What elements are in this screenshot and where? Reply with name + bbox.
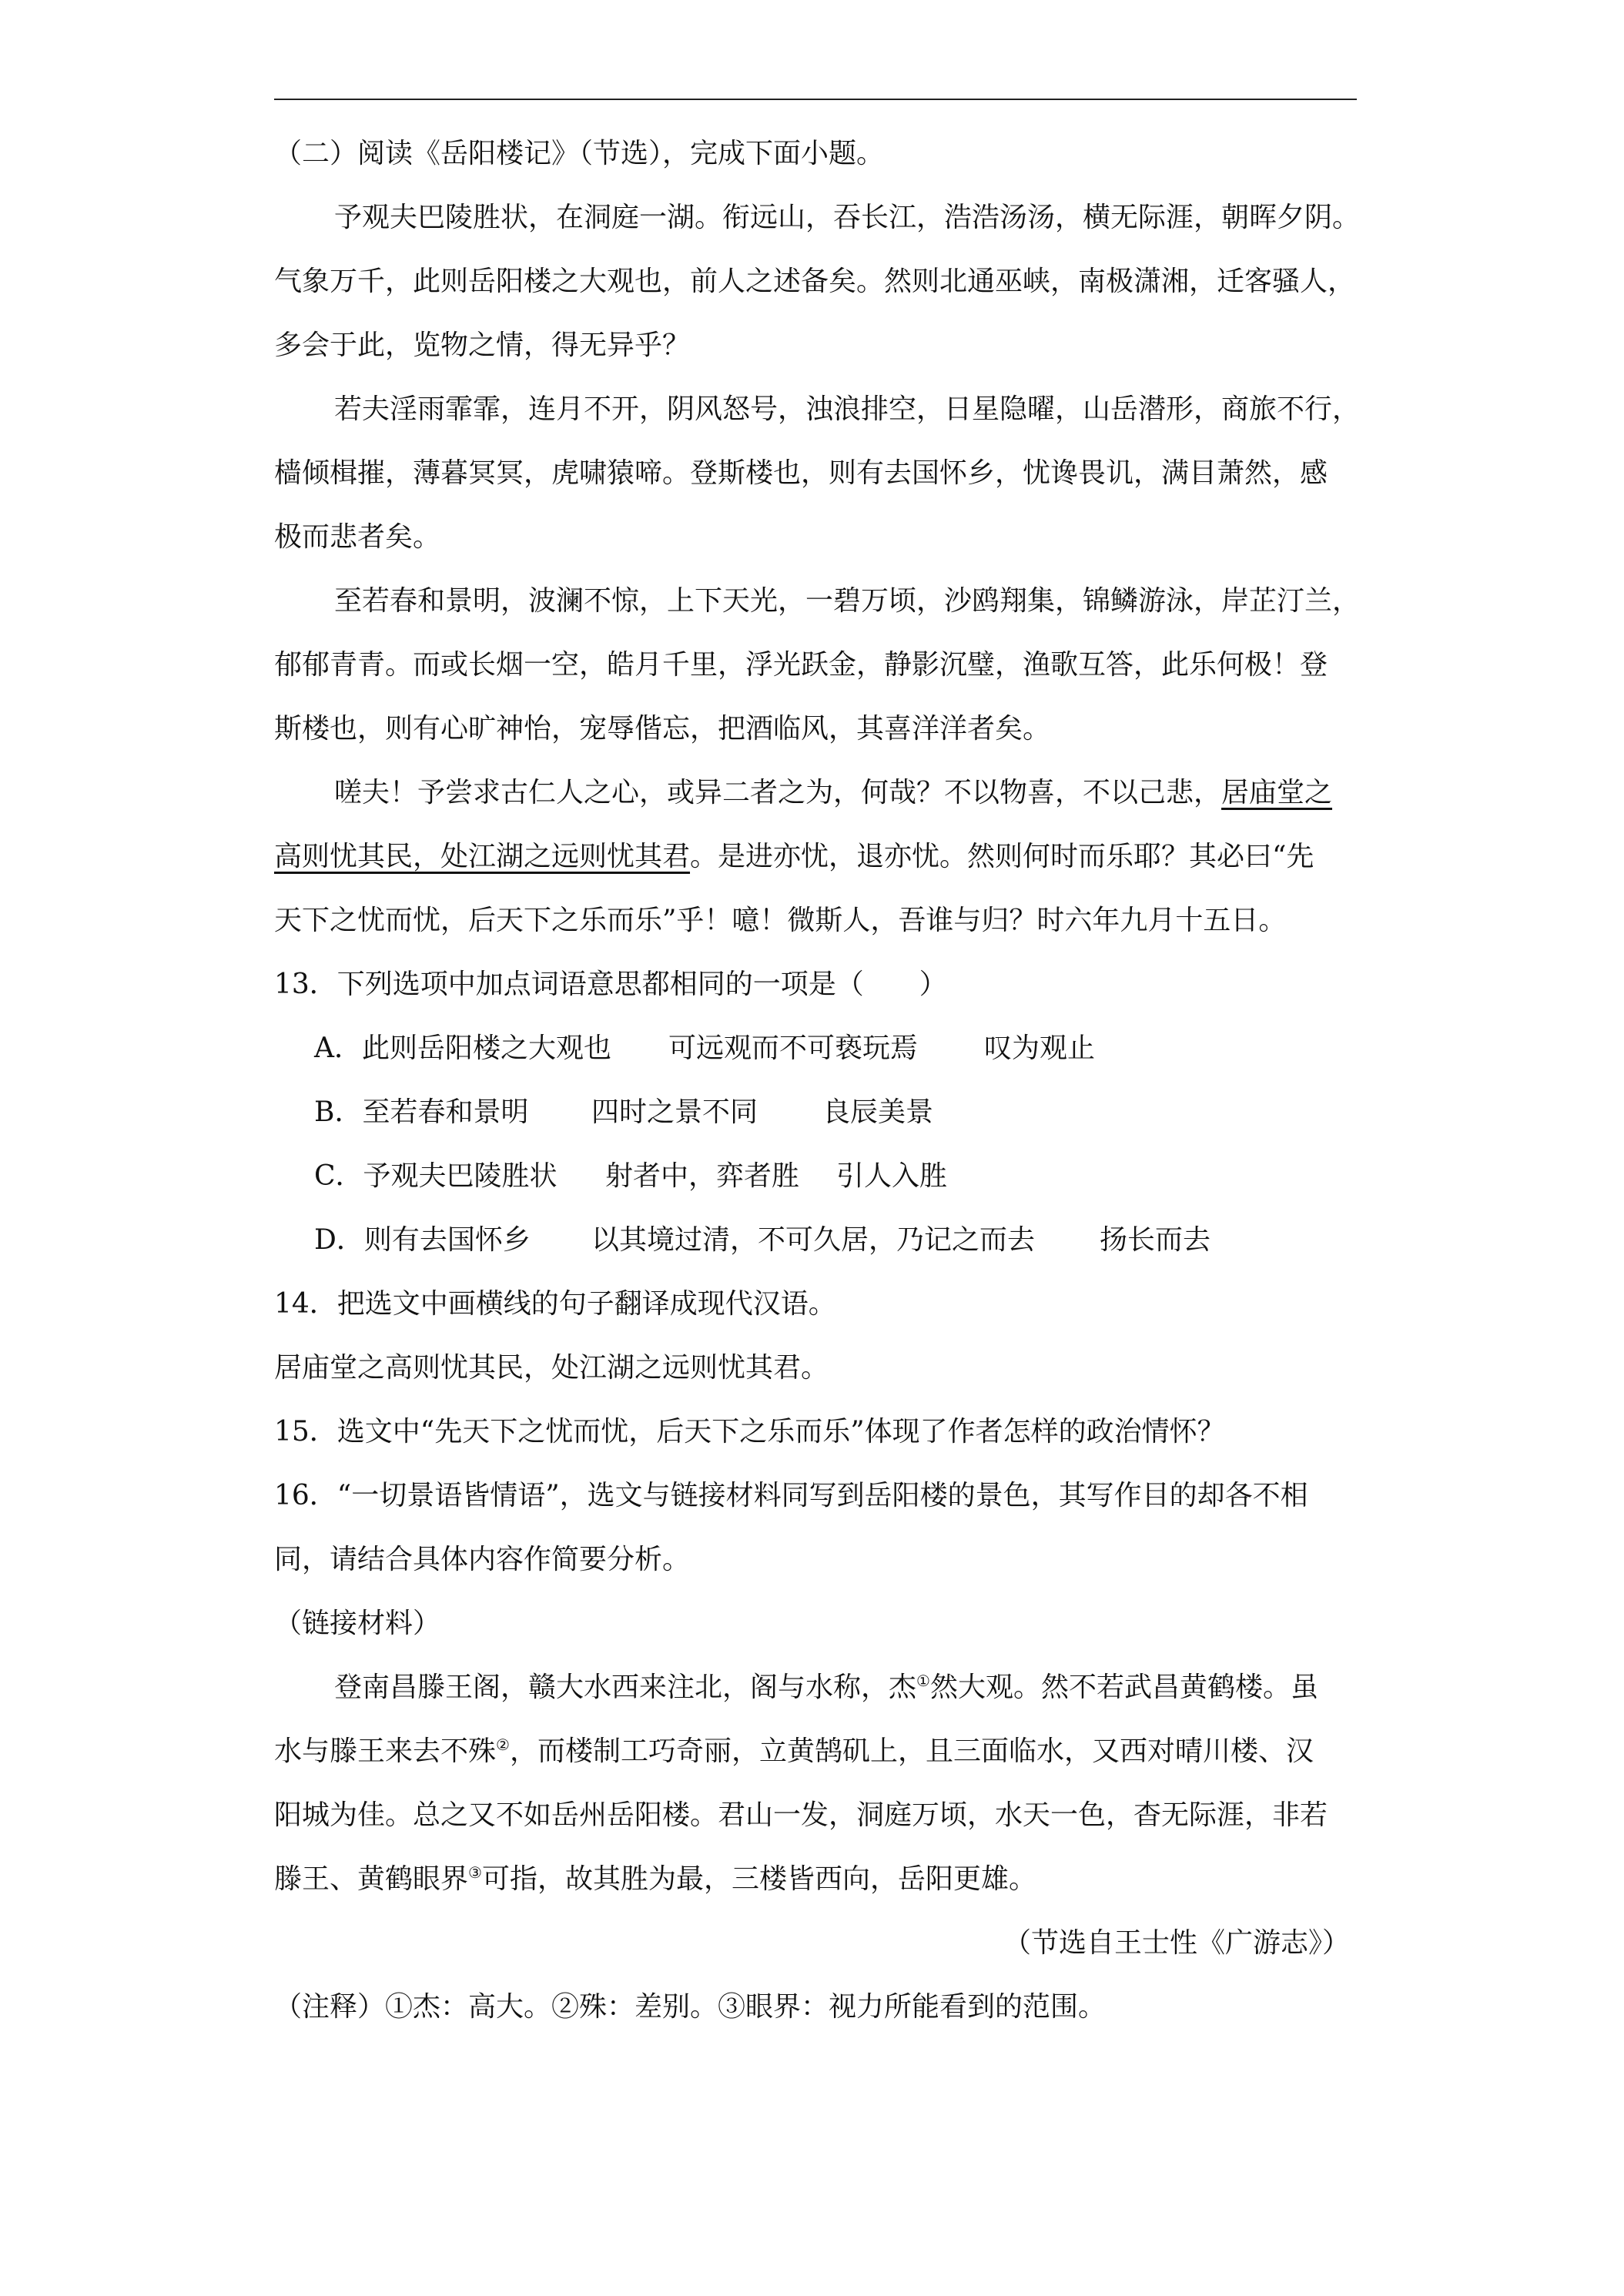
passage-p4-line2	[274, 840, 1357, 874]
link-line1-b: 然大观。然不若武昌黄鹤楼。虽	[929, 1672, 1318, 1703]
option-c-item1: C．予观夫巴陵胜状	[314, 1160, 558, 1192]
link-material-label: （链接材料）	[274, 1608, 441, 1639]
option-d-item2: 以其境过清，不可久居，乃记之而去	[591, 1224, 1036, 1256]
option-d-item3: 扬长而去	[1100, 1224, 1211, 1256]
option-a-item3: 叹为观止	[984, 1033, 1096, 1064]
footnote-ref-3: ③	[468, 1863, 482, 1882]
question-14-sentence: 居庙堂之高则忧其民，处江湖之远则忧其君。	[274, 1352, 829, 1384]
passage-p1-line2: 气象万千，此则岳阳楼之大观也，前人之述备矣。然则北通巫峡，南极潇湘，迁客骚人，	[274, 266, 1356, 297]
section-title: （二）阅读《岳阳楼记》（节选），完成下面小题。	[274, 138, 885, 169]
passage-p2-line3: 极而悲者矣。	[274, 521, 441, 553]
passage-p4-line1-text: 嗟夫！予尝求古仁人之心，或异二者之为，何哉？不以物喜，不以己悲，	[334, 777, 1222, 808]
option-c[interactable]	[314, 1160, 947, 1193]
question-15: 15．选文中“先天下之忧而忧，后天下之乐而乐”体现了作者怎样的政治情怀？	[274, 1416, 1225, 1448]
question-16-line2: 同，请结合具体内容作简要分析。	[274, 1544, 691, 1575]
link-line2-a: 水与滕王来去不殊	[274, 1735, 497, 1767]
passage-p1-line3: 多会于此，览物之情，得无异乎？	[274, 330, 691, 361]
option-d-item1: D．则有去国怀乡	[314, 1224, 531, 1256]
passage-p3-line2: 郁郁青青。而或长烟一空，皓月千里，浮光跃金，静影沉璧，渔歌互答，此乐何极！登	[274, 649, 1328, 681]
link-line3: 阳城为佳。总之又不如岳州岳阳楼。君山一发，洞庭万顷，水天一色，杳无际涯，非若	[274, 1799, 1328, 1831]
link-line4-b: 可指，故其胜为最，三楼皆西向，岳阳更雄。	[481, 1863, 1036, 1895]
link-line1	[274, 1671, 1357, 1705]
header-rule	[274, 99, 1357, 100]
passage-p4-line2-text: 。是进亦忧，退亦忧。然则何时而乐耶？其必曰“先	[690, 841, 1314, 872]
link-line4	[274, 1863, 1357, 1896]
option-b-item2: 四时之景不同	[591, 1096, 758, 1128]
passage-p1-line1: 予观夫巴陵胜状，在洞庭一湖。衔远山，吞长江，浩浩汤汤，横无际涯，朝晖夕阴。	[334, 202, 1361, 233]
source-citation: （节选自王士性《广游志》）	[1003, 1927, 1350, 1959]
option-c-item2: 射者中，弈者胜	[605, 1160, 800, 1192]
footnote-ref-1: ①	[916, 1672, 930, 1690]
option-b[interactable]	[314, 1096, 933, 1130]
underlined-sentence-part1: 居庙堂之	[1221, 777, 1333, 808]
option-a-item1: A．此则岳阳楼之大观也	[314, 1033, 611, 1064]
link-line2	[274, 1735, 1357, 1769]
passage-p2-line2: 樯倾楫摧，薄暮冥冥，虎啸猿啼。登斯楼也，则有去国怀乡，忧谗畏讥，满目萧然，感	[274, 457, 1328, 489]
passage-p4-line3: 天下之忧而忧，后天下之乐而乐”乎！噫！微斯人，吾谁与归？时六年九月十五日。	[274, 905, 1287, 936]
option-b-item1: B．至若春和景明	[314, 1096, 529, 1128]
passage-p4-line1	[274, 776, 1357, 810]
passage-p3-line1: 至若春和景明，波澜不惊，上下天光，一碧万顷，沙鸥翔集，锦鳞游泳，岸芷汀兰，	[334, 585, 1361, 617]
option-d[interactable]	[314, 1223, 1210, 1257]
question-13: 13．下列选项中加点词语意思都相同的一项是（ ）	[274, 969, 947, 1000]
link-line2-b: ，而楼制工巧奇丽，立黄鹄矶上，且三面临水，又西对晴川楼、汉	[509, 1735, 1314, 1767]
passage-p2-line1: 若夫淫雨霏霏，连月不开，阴风怒号，浊浪排空，日星隐曜，山岳潜形，商旅不行，	[334, 393, 1361, 425]
option-c-item3: 引人入胜	[836, 1160, 948, 1192]
link-line4-a: 滕王、黄鹤眼界	[274, 1863, 469, 1895]
question-16-line1: 16．“一切景语皆情语”，选文与链接材料同写到岳阳楼的景色，其写作目的却各不相	[274, 1480, 1308, 1511]
link-line1-a: 登南昌滕王阁，赣大水西来注北，阁与水称，杰	[334, 1672, 917, 1703]
annotation-notes: （注释）①杰：高大。②殊：差别。③眼界：视力所能看到的范围。	[274, 1991, 1107, 2023]
option-a[interactable]	[314, 1032, 1095, 1066]
option-b-item3: 良辰美景	[822, 1096, 934, 1128]
question-14: 14．把选文中画横线的句子翻译成现代汉语。	[274, 1288, 836, 1320]
option-a-item2: 可远观而不可亵玩焉	[668, 1033, 919, 1064]
passage-p3-line3: 斯楼也，则有心旷神怡，宠辱偕忘，把酒临风，其喜洋洋者矣。	[274, 713, 1051, 745]
footnote-ref-2: ②	[496, 1735, 510, 1754]
underlined-sentence-part2: 高则忧其民，处江湖之远则忧其君	[274, 841, 691, 872]
